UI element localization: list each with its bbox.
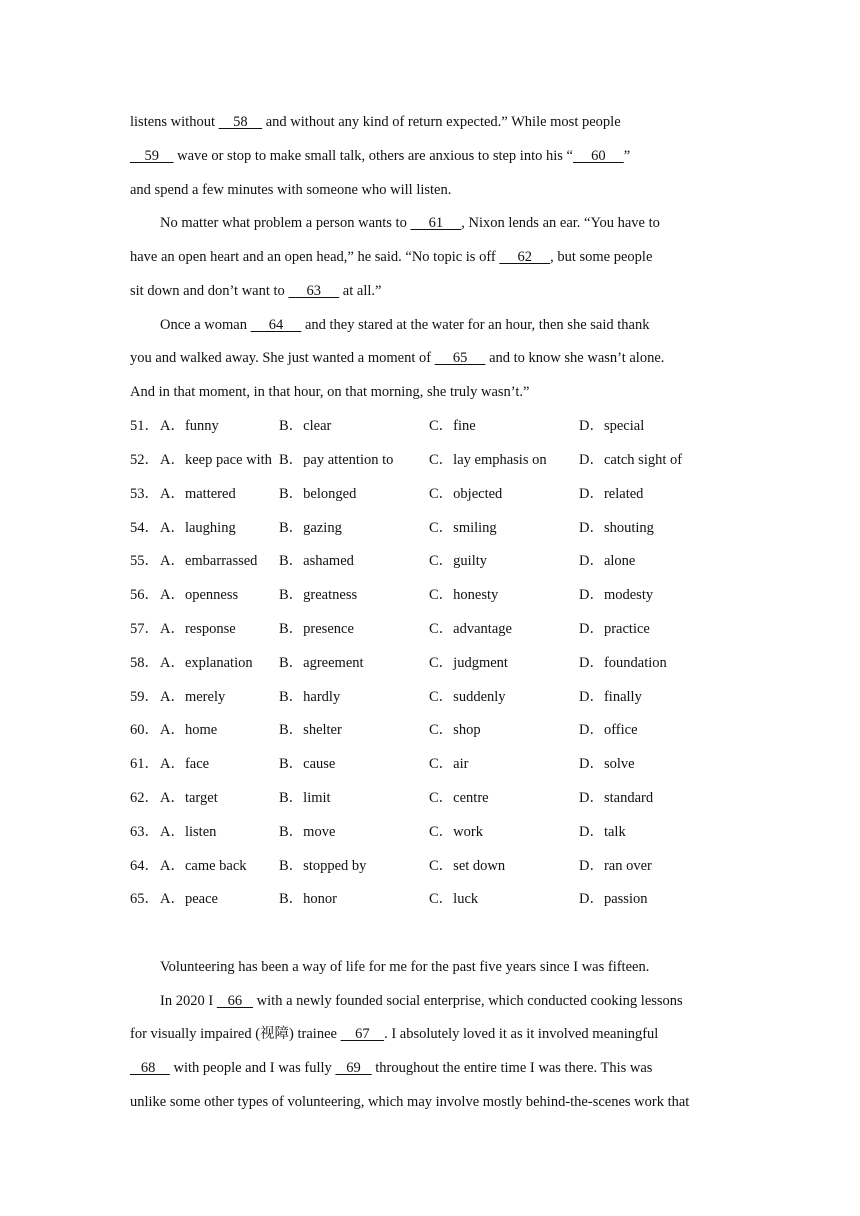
option-b: B．agreement (279, 655, 364, 671)
text: for visually impaired (视障) trainee (130, 1026, 341, 1042)
option-b: B．honor (279, 891, 337, 907)
text: No matter what problem a person wants to (160, 215, 411, 231)
text: . I absolutely loved it as it involved meaningful (384, 1026, 659, 1042)
text: Volunteering has been a way of life for me for the past five years since I was fifteen. (160, 959, 650, 975)
option-a: A．keep pace with (160, 452, 272, 468)
option-a: A．home (160, 722, 218, 738)
question-number: 53． (130, 486, 159, 502)
question-number: 55． (130, 553, 159, 569)
question-number: 61． (130, 756, 159, 772)
option-c: C．honesty (429, 587, 499, 603)
option-a: A．funny (160, 418, 219, 434)
passage-line (160, 315, 649, 335)
option-b: B．hardly (279, 689, 341, 705)
text: listens without (130, 114, 219, 130)
option-a: A．target (160, 790, 218, 806)
option-b: B．limit (279, 790, 331, 806)
question-number: 51． (130, 418, 159, 434)
option-b: B．stopped by (279, 858, 367, 874)
option-a: A．response (160, 621, 236, 637)
question-number: 58． (130, 655, 159, 671)
option-a: A．came back (160, 858, 247, 874)
passage-line (130, 112, 621, 132)
option-c: C．guilty (429, 553, 488, 569)
passage-line (160, 213, 660, 233)
text: ” (623, 148, 631, 164)
option-d: D．standard (579, 790, 654, 806)
blank-64: 64 (250, 317, 302, 333)
blank-62: 62 (499, 249, 551, 265)
question-number: 60． (130, 722, 159, 738)
option-c: C．luck (429, 891, 479, 907)
text: and to know she wasn’t alone. (485, 350, 665, 366)
option-d: D．alone (579, 553, 636, 569)
option-d: D．related (579, 486, 644, 502)
passage-line (130, 1092, 689, 1112)
option-c: C．set down (429, 858, 506, 874)
blank-68: 68 (130, 1060, 170, 1076)
blank-59: 59 (130, 148, 174, 164)
option-d: D．foundation (579, 655, 667, 671)
option-b: B．move (279, 824, 336, 840)
passage-line (130, 348, 664, 368)
question-number: 54． (130, 520, 159, 536)
option-b: B．clear (279, 418, 332, 434)
text: throughout the entire time I was there. This was (371, 1060, 653, 1076)
question-number: 59． (130, 689, 159, 705)
text: have an open heart and an open head,” he said. “No topic is off (130, 249, 500, 265)
passage-line (130, 180, 451, 200)
option-a: A．mattered (160, 486, 236, 502)
option-b: B．presence (279, 621, 354, 637)
option-d: D．office (579, 722, 638, 738)
passage-line (130, 382, 529, 402)
passage-line (130, 1058, 652, 1078)
text: , Nixon lends an ear. “You have to (461, 215, 660, 231)
passage-line (130, 146, 630, 166)
option-b: B．belonged (279, 486, 357, 502)
text: In 2020 I (160, 993, 217, 1009)
question-number: 57． (130, 621, 159, 637)
option-c: C．advantage (429, 621, 512, 637)
option-c: C．centre (429, 790, 489, 806)
option-a: A．listen (160, 824, 217, 840)
option-d: D．special (579, 418, 645, 434)
option-c: C．air (429, 756, 469, 772)
option-a: A．peace (160, 891, 218, 907)
question-number: 64． (130, 858, 159, 874)
blank-61: 61 (410, 215, 462, 231)
text: with people and I was fully (169, 1060, 336, 1076)
blank-69: 69 (335, 1060, 372, 1076)
text: unlike some other types of volunteering, which may involve mostly behind-the-scenes work that (130, 1094, 690, 1110)
option-d: D．solve (579, 756, 635, 772)
question-number: 62． (130, 790, 159, 806)
text: and they stared at the water for an hour, then she said thank (301, 317, 650, 333)
option-c: C．lay emphasis on (429, 452, 547, 468)
blank-67: 67 (340, 1026, 385, 1042)
option-a: A．merely (160, 689, 226, 705)
blank-65: 65 (434, 350, 486, 366)
option-d: D．modesty (579, 587, 654, 603)
option-c: C．fine (429, 418, 476, 434)
text: wave or stop to make small talk, others are anxious to step into his “ (173, 148, 573, 164)
passage-line (130, 247, 652, 267)
passage-line (130, 281, 381, 301)
option-d: D．passion (579, 891, 648, 907)
text: , but some people (550, 249, 653, 265)
text: at all.” (339, 283, 382, 299)
option-d: D．catch sight of (579, 452, 683, 468)
option-c: C．suddenly (429, 689, 506, 705)
option-b: B．ashamed (279, 553, 354, 569)
option-d: D．talk (579, 824, 626, 840)
option-d: D．practice (579, 621, 650, 637)
text: sit down and don’t want to (130, 283, 289, 299)
option-d: D．ran over (579, 858, 652, 874)
text: and spend a few minutes with someone who will listen. (130, 182, 452, 198)
blank-63: 63 (288, 283, 340, 299)
option-b: B．cause (279, 756, 336, 772)
option-a: A．laughing (160, 520, 236, 536)
question-number: 65． (130, 891, 159, 907)
blank-58: 58 (218, 114, 263, 130)
option-a: A．embarrassed (160, 553, 258, 569)
option-d: D．finally (579, 689, 642, 705)
question-number: 63． (130, 824, 159, 840)
option-c: C．shop (429, 722, 481, 738)
question-number: 56． (130, 587, 159, 603)
option-b: B．pay attention to (279, 452, 394, 468)
text: And in that moment, in that hour, on that morning, she truly wasn’t.” (130, 384, 530, 400)
text: and without any kind of return expected.” While most people (262, 114, 621, 130)
text: you and walked away. She just wanted a moment of (130, 350, 435, 366)
option-a: A．explanation (160, 655, 253, 671)
passage-line (130, 1024, 658, 1044)
question-number: 52． (130, 452, 159, 468)
option-d: D．shouting (579, 520, 654, 536)
option-c: C．objected (429, 486, 503, 502)
passage-line (160, 991, 683, 1011)
option-c: C．smiling (429, 520, 497, 536)
passage-line (160, 957, 649, 977)
blank-66: 66 (216, 993, 254, 1009)
option-a: A．openness (160, 587, 239, 603)
text: Once a woman (160, 317, 251, 333)
option-c: C．work (429, 824, 483, 840)
option-c: C．judgment (429, 655, 508, 671)
option-b: B．shelter (279, 722, 342, 738)
blank-60: 60 (572, 148, 624, 164)
option-b: B．gazing (279, 520, 342, 536)
option-a: A．face (160, 756, 210, 772)
text: with a newly founded social enterprise, which conducted cooking lessons (253, 993, 683, 1009)
option-b: B．greatness (279, 587, 358, 603)
